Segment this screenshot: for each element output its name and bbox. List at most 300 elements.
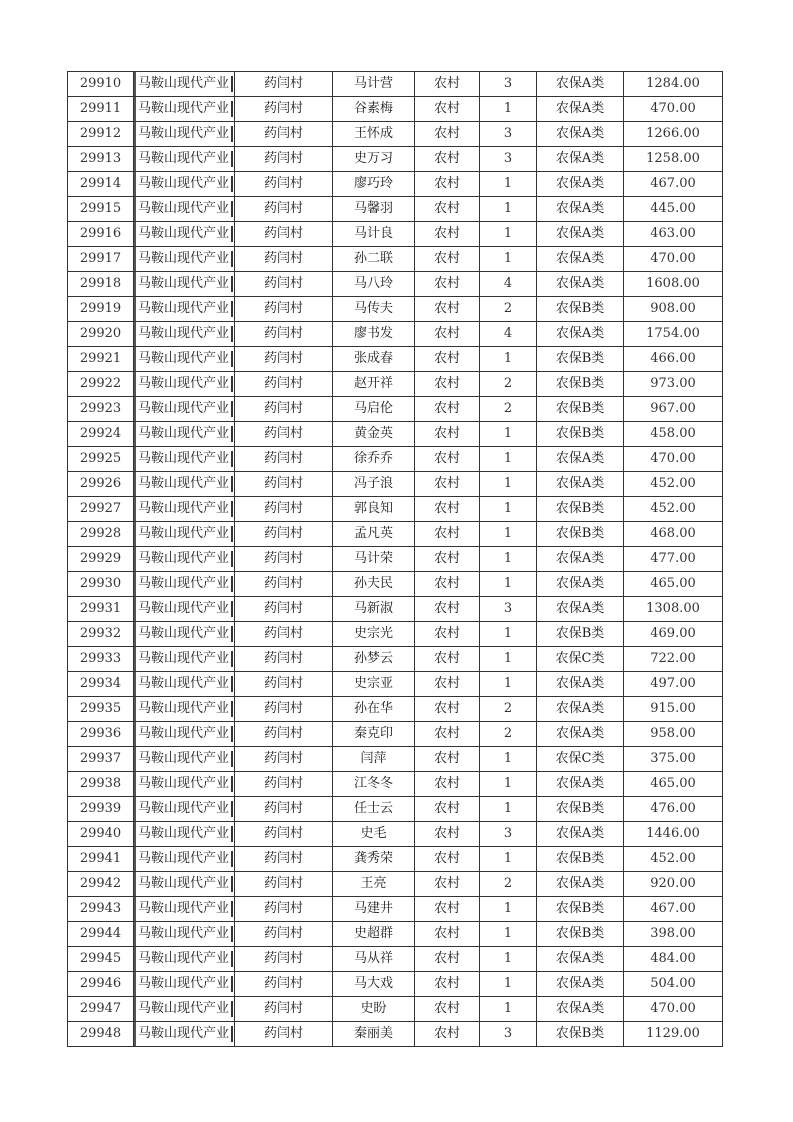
table-row: [68, 972, 723, 997]
org-text: 马鞍山现代产业: [134, 347, 231, 371]
insurance-category-cell: 农保A类: [537, 597, 624, 622]
household-type-cell: 农村: [415, 172, 480, 197]
org-text: 马鞍山现代产业: [134, 597, 231, 621]
village-cell: 药闫村: [235, 797, 333, 822]
insurance-category-cell: 农保A类: [537, 197, 624, 222]
insurance-category-cell: 农保A类: [537, 697, 624, 722]
insurance-category-cell: 农保B类: [537, 797, 624, 822]
org-text: 马鞍山现代产业: [134, 322, 231, 346]
village-cell: 药闫村: [235, 172, 333, 197]
village-cell: 药闫村: [235, 397, 333, 422]
org-cell: [134, 997, 235, 1022]
org-cell: [134, 347, 235, 372]
name-cell: 孙夫民: [333, 572, 415, 597]
name-cell: 史毛: [333, 822, 415, 847]
table-row: [68, 772, 723, 797]
household-type-cell: 农村: [415, 197, 480, 222]
org-cell: [134, 697, 235, 722]
member-count-cell: 1: [480, 672, 537, 697]
household-type-cell: 农村: [415, 322, 480, 347]
org-cell: [134, 322, 235, 347]
record-id-cell: 29933: [68, 647, 134, 672]
org-text: 马鞍山现代产业: [134, 422, 231, 446]
household-type-cell: 农村: [415, 147, 480, 172]
household-type-cell: 农村: [415, 297, 480, 322]
household-type-cell: 农村: [415, 522, 480, 547]
amount-cell: 1754.00: [624, 322, 723, 347]
record-id-cell: 29911: [68, 97, 134, 122]
org-cell: [134, 872, 235, 897]
amount-cell: 375.00: [624, 747, 723, 772]
record-id-cell: 29914: [68, 172, 134, 197]
insurance-category-cell: 农保A类: [537, 72, 624, 97]
amount-cell: 463.00: [624, 222, 723, 247]
member-count-cell: 1: [480, 972, 537, 997]
village-cell: 药闫村: [235, 372, 333, 397]
record-id-cell: 29917: [68, 247, 134, 272]
overflow-marker: [231, 501, 233, 517]
member-count-cell: 1: [480, 747, 537, 772]
org-text: 马鞍山现代产业: [134, 622, 231, 646]
member-count-cell: 1: [480, 172, 537, 197]
name-cell: 孙在华: [333, 697, 415, 722]
household-type-cell: 农村: [415, 572, 480, 597]
insurance-category-cell: 农保A类: [537, 997, 624, 1022]
member-count-cell: 1: [480, 347, 537, 372]
org-cell: [134, 497, 235, 522]
insurance-category-cell: 农保A类: [537, 572, 624, 597]
org-cell: [134, 847, 235, 872]
name-cell: 龚秀荣: [333, 847, 415, 872]
table-row: [68, 397, 723, 422]
insurance-category-cell: 农保A类: [537, 147, 624, 172]
member-count-cell: 1: [480, 422, 537, 447]
village-cell: 药闫村: [235, 872, 333, 897]
table-row: [68, 522, 723, 547]
name-cell: 秦克印: [333, 722, 415, 747]
overflow-marker: [231, 476, 233, 492]
household-type-cell: 农村: [415, 622, 480, 647]
org-text: 马鞍山现代产业: [134, 397, 231, 421]
org-text: 马鞍山现代产业: [134, 222, 231, 246]
org-cell: [134, 522, 235, 547]
table-row: [68, 422, 723, 447]
name-cell: 史盼: [333, 997, 415, 1022]
insurance-category-cell: 农保A类: [537, 222, 624, 247]
name-cell: 马计良: [333, 222, 415, 247]
org-text: 马鞍山现代产业: [134, 122, 231, 146]
org-cell: [134, 772, 235, 797]
table-row: [68, 597, 723, 622]
table-row: [68, 272, 723, 297]
table-row: [68, 672, 723, 697]
overflow-marker: [231, 301, 233, 317]
member-count-cell: 4: [480, 322, 537, 347]
insurance-category-cell: 农保C类: [537, 647, 624, 672]
record-id-cell: 29947: [68, 997, 134, 1022]
table-row: [68, 822, 723, 847]
village-cell: 药闫村: [235, 897, 333, 922]
village-cell: 药闫村: [235, 947, 333, 972]
record-id-cell: 29927: [68, 497, 134, 522]
member-count-cell: 1: [480, 622, 537, 647]
member-count-cell: 1: [480, 572, 537, 597]
org-cell: [134, 947, 235, 972]
name-cell: 冯子浪: [333, 472, 415, 497]
name-cell: 史宗光: [333, 622, 415, 647]
org-text: 马鞍山现代产业: [134, 522, 231, 546]
table-row: [68, 372, 723, 397]
record-id-cell: 29935: [68, 697, 134, 722]
village-cell: 药闫村: [235, 997, 333, 1022]
overflow-marker: [231, 401, 233, 417]
name-cell: 马大戏: [333, 972, 415, 997]
name-cell: 马启伦: [333, 397, 415, 422]
household-type-cell: 农村: [415, 222, 480, 247]
table-row: [68, 647, 723, 672]
overflow-marker: [231, 601, 233, 617]
overflow-marker: [231, 551, 233, 567]
record-id-cell: 29930: [68, 572, 134, 597]
member-count-cell: 1: [480, 497, 537, 522]
table-row: [68, 97, 723, 122]
overflow-marker: [231, 701, 233, 717]
record-id-cell: 29946: [68, 972, 134, 997]
org-text: 马鞍山现代产业: [134, 672, 231, 696]
overflow-marker: [231, 451, 233, 467]
village-cell: 药闫村: [235, 347, 333, 372]
org-text: 马鞍山现代产业: [134, 72, 231, 96]
org-text: 马鞍山现代产业: [134, 847, 231, 871]
amount-cell: 467.00: [624, 897, 723, 922]
insurance-category-cell: 农保B类: [537, 522, 624, 547]
table-row: [68, 72, 723, 97]
table-row: [68, 347, 723, 372]
org-text: 马鞍山现代产业: [134, 97, 231, 121]
overflow-marker: [231, 276, 233, 292]
name-cell: 闫萍: [333, 747, 415, 772]
org-text: 马鞍山现代产业: [134, 547, 231, 571]
org-cell: [134, 972, 235, 997]
amount-cell: 470.00: [624, 97, 723, 122]
household-type-cell: 农村: [415, 847, 480, 872]
member-count-cell: 1: [480, 797, 537, 822]
overflow-marker: [231, 326, 233, 342]
overflow-marker: [231, 976, 233, 992]
table-row: [68, 147, 723, 172]
org-text: 马鞍山现代产业: [134, 947, 231, 971]
record-id-cell: 29929: [68, 547, 134, 572]
overflow-marker: [231, 251, 233, 267]
amount-cell: 497.00: [624, 672, 723, 697]
table-row: [68, 172, 723, 197]
insurance-category-cell: 农保A类: [537, 272, 624, 297]
name-cell: 史宗亚: [333, 672, 415, 697]
name-cell: 马计营: [333, 72, 415, 97]
village-cell: 药闫村: [235, 672, 333, 697]
overflow-marker: [231, 751, 233, 767]
village-cell: 药闫村: [235, 497, 333, 522]
record-id-cell: 29919: [68, 297, 134, 322]
record-id-cell: 29936: [68, 722, 134, 747]
table-row: [68, 297, 723, 322]
household-type-cell: 农村: [415, 447, 480, 472]
record-id-cell: 29926: [68, 472, 134, 497]
amount-cell: 908.00: [624, 297, 723, 322]
org-cell: [134, 547, 235, 572]
member-count-cell: 1: [480, 897, 537, 922]
household-type-cell: 农村: [415, 597, 480, 622]
amount-cell: 468.00: [624, 522, 723, 547]
village-cell: 药闫村: [235, 247, 333, 272]
overflow-marker: [231, 76, 233, 92]
org-text: 马鞍山现代产业: [134, 997, 231, 1021]
record-id-cell: 29938: [68, 772, 134, 797]
org-text: 马鞍山现代产业: [134, 247, 231, 271]
table-row: [68, 447, 723, 472]
member-count-cell: 2: [480, 397, 537, 422]
amount-cell: 484.00: [624, 947, 723, 972]
org-text: 马鞍山现代产业: [134, 172, 231, 196]
member-count-cell: 1: [480, 197, 537, 222]
village-cell: 药闫村: [235, 97, 333, 122]
amount-cell: 1608.00: [624, 272, 723, 297]
amount-cell: 973.00: [624, 372, 723, 397]
village-cell: 药闫村: [235, 472, 333, 497]
household-type-cell: 农村: [415, 72, 480, 97]
village-cell: 药闫村: [235, 447, 333, 472]
insurance-category-cell: 农保B类: [537, 347, 624, 372]
village-cell: 药闫村: [235, 647, 333, 672]
table-row: [68, 722, 723, 747]
amount-cell: 477.00: [624, 547, 723, 572]
name-cell: 马计荣: [333, 547, 415, 572]
village-cell: 药闫村: [235, 272, 333, 297]
village-cell: 药闫村: [235, 297, 333, 322]
insurance-category-cell: 农保A类: [537, 122, 624, 147]
amount-cell: 469.00: [624, 622, 723, 647]
org-cell: [134, 822, 235, 847]
member-count-cell: 1: [480, 222, 537, 247]
name-cell: 廖书发: [333, 322, 415, 347]
household-type-cell: 农村: [415, 822, 480, 847]
insurance-category-cell: 农保A类: [537, 172, 624, 197]
household-type-cell: 农村: [415, 497, 480, 522]
member-count-cell: 2: [480, 697, 537, 722]
amount-cell: 504.00: [624, 972, 723, 997]
table-row: [68, 572, 723, 597]
household-type-cell: 农村: [415, 697, 480, 722]
org-cell: [134, 72, 235, 97]
overflow-marker: [231, 226, 233, 242]
record-id-cell: 29916: [68, 222, 134, 247]
record-id-cell: 29948: [68, 1022, 134, 1047]
village-cell: 药闫村: [235, 772, 333, 797]
village-cell: 药闫村: [235, 922, 333, 947]
org-text: 马鞍山现代产业: [134, 572, 231, 596]
household-type-cell: 农村: [415, 672, 480, 697]
org-text: 马鞍山现代产业: [134, 722, 231, 746]
table-row: [68, 847, 723, 872]
org-cell: [134, 172, 235, 197]
insurance-category-cell: 农保B类: [537, 897, 624, 922]
household-type-cell: 农村: [415, 397, 480, 422]
overflow-marker: [231, 176, 233, 192]
member-count-cell: 3: [480, 72, 537, 97]
household-type-cell: 农村: [415, 772, 480, 797]
member-count-cell: 1: [480, 847, 537, 872]
table-row: [68, 547, 723, 572]
org-cell: [134, 572, 235, 597]
table-row: [68, 622, 723, 647]
name-cell: 孙梦云: [333, 647, 415, 672]
overflow-marker: [231, 101, 233, 117]
member-count-cell: 1: [480, 447, 537, 472]
name-cell: 黄金英: [333, 422, 415, 447]
village-cell: 药闫村: [235, 547, 333, 572]
record-id-cell: 29937: [68, 747, 134, 772]
name-cell: 马八玲: [333, 272, 415, 297]
insurance-category-cell: 农保A类: [537, 822, 624, 847]
table-row: [68, 122, 723, 147]
household-type-cell: 农村: [415, 347, 480, 372]
record-id-cell: 29912: [68, 122, 134, 147]
household-type-cell: 农村: [415, 647, 480, 672]
org-cell: [134, 1022, 235, 1047]
org-cell: [134, 897, 235, 922]
overflow-marker: [231, 376, 233, 392]
table-row: [68, 1022, 723, 1047]
household-type-cell: 农村: [415, 872, 480, 897]
amount-cell: 452.00: [624, 497, 723, 522]
household-type-cell: 农村: [415, 247, 480, 272]
village-cell: 药闫村: [235, 572, 333, 597]
overflow-marker: [231, 826, 233, 842]
records-table: [67, 71, 723, 1047]
org-text: 马鞍山现代产业: [134, 372, 231, 396]
table-row: [68, 197, 723, 222]
member-count-cell: 1: [480, 997, 537, 1022]
org-cell: [134, 122, 235, 147]
amount-cell: 915.00: [624, 697, 723, 722]
overflow-marker: [231, 1001, 233, 1017]
org-cell: [134, 672, 235, 697]
member-count-cell: 3: [480, 147, 537, 172]
record-id-cell: 29945: [68, 947, 134, 972]
org-cell: [134, 397, 235, 422]
record-id-cell: 29915: [68, 197, 134, 222]
village-cell: 药闫村: [235, 747, 333, 772]
insurance-category-cell: 农保A类: [537, 972, 624, 997]
table-row: [68, 322, 723, 347]
table-row: [68, 922, 723, 947]
overflow-marker: [231, 151, 233, 167]
village-cell: 药闫村: [235, 822, 333, 847]
insurance-category-cell: 农保B类: [537, 622, 624, 647]
org-text: 马鞍山现代产业: [134, 1022, 231, 1046]
amount-cell: 452.00: [624, 847, 723, 872]
table-row: [68, 747, 723, 772]
org-cell: [134, 922, 235, 947]
village-cell: 药闫村: [235, 122, 333, 147]
village-cell: 药闫村: [235, 697, 333, 722]
household-type-cell: 农村: [415, 897, 480, 922]
org-text: 马鞍山现代产业: [134, 747, 231, 771]
org-text: 马鞍山现代产业: [134, 922, 231, 946]
org-text: 马鞍山现代产业: [134, 972, 231, 996]
overflow-marker: [231, 876, 233, 892]
table-row: [68, 947, 723, 972]
org-cell: [134, 372, 235, 397]
member-count-cell: 3: [480, 1022, 537, 1047]
org-cell: [134, 147, 235, 172]
amount-cell: 467.00: [624, 172, 723, 197]
org-cell: [134, 747, 235, 772]
org-cell: [134, 222, 235, 247]
household-type-cell: 农村: [415, 747, 480, 772]
member-count-cell: 1: [480, 97, 537, 122]
org-cell: [134, 647, 235, 672]
name-cell: 王怀成: [333, 122, 415, 147]
household-type-cell: 农村: [415, 922, 480, 947]
record-id-cell: 29910: [68, 72, 134, 97]
member-count-cell: 1: [480, 647, 537, 672]
org-text: 马鞍山现代产业: [134, 647, 231, 671]
member-count-cell: 1: [480, 472, 537, 497]
member-count-cell: 3: [480, 122, 537, 147]
insurance-category-cell: 农保A类: [537, 772, 624, 797]
table-row: [68, 497, 723, 522]
record-id-cell: 29918: [68, 272, 134, 297]
name-cell: 任士云: [333, 797, 415, 822]
name-cell: 王亮: [333, 872, 415, 897]
overflow-marker: [231, 626, 233, 642]
household-type-cell: 农村: [415, 272, 480, 297]
name-cell: 江冬冬: [333, 772, 415, 797]
amount-cell: 398.00: [624, 922, 723, 947]
amount-cell: 465.00: [624, 572, 723, 597]
org-cell: [134, 97, 235, 122]
record-id-cell: 29941: [68, 847, 134, 872]
org-cell: [134, 722, 235, 747]
table-row: [68, 797, 723, 822]
record-id-cell: 29934: [68, 672, 134, 697]
insurance-category-cell: 农保B类: [537, 922, 624, 947]
village-cell: 药闫村: [235, 322, 333, 347]
name-cell: 郭良知: [333, 497, 415, 522]
insurance-category-cell: 农保A类: [537, 547, 624, 572]
member-count-cell: 1: [480, 772, 537, 797]
org-text: 马鞍山现代产业: [134, 472, 231, 496]
org-text: 马鞍山现代产业: [134, 297, 231, 321]
insurance-category-cell: 农保A类: [537, 947, 624, 972]
org-text: 马鞍山现代产业: [134, 697, 231, 721]
member-count-cell: 3: [480, 597, 537, 622]
village-cell: 药闫村: [235, 522, 333, 547]
org-text: 马鞍山现代产业: [134, 772, 231, 796]
amount-cell: 1129.00: [624, 1022, 723, 1047]
member-count-cell: 1: [480, 547, 537, 572]
org-cell: [134, 422, 235, 447]
member-count-cell: 1: [480, 247, 537, 272]
village-cell: 药闫村: [235, 722, 333, 747]
org-cell: [134, 297, 235, 322]
record-id-cell: 29939: [68, 797, 134, 822]
name-cell: 孙二联: [333, 247, 415, 272]
village-cell: 药闫村: [235, 622, 333, 647]
org-text: 马鞍山现代产业: [134, 897, 231, 921]
amount-cell: 470.00: [624, 997, 723, 1022]
